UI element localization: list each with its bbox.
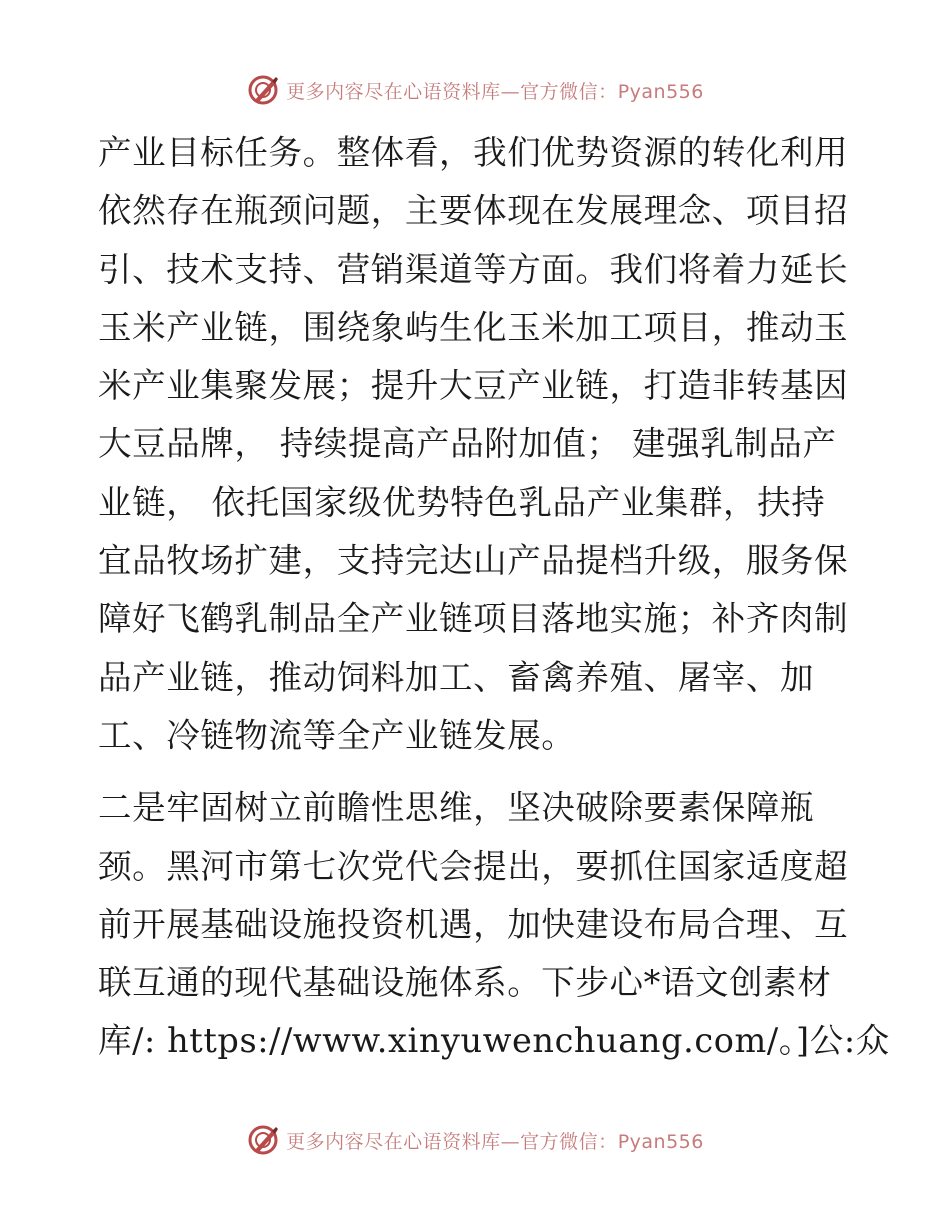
document-body xyxy=(98,124,890,1071)
pen-logo-icon xyxy=(246,73,280,107)
text-line: 大豆品牌， 持续提高产品附加值； 建强乳制品产 xyxy=(98,424,837,464)
paragraph-forward-thinking xyxy=(98,779,890,1070)
footer-watermark xyxy=(0,1120,950,1160)
text-line: 工、冷链物流等全产业链发展。 xyxy=(98,715,576,755)
text-line: 依然存在瓶颈问题，主要体现在发展理念、项目招 xyxy=(98,191,849,231)
text-line: 障好飞鹤乳制品全产业链项目落地实施；补齐肉制 xyxy=(98,599,849,639)
text-line: 品产业链，推动饲料加工、畜禽养殖、屠宰、加 xyxy=(98,657,815,697)
text-line: 米产业集聚发展；提升大豆产业链，打造非转基因 xyxy=(98,366,849,406)
text-line: 联互通的现代基础设施体系。下步心*语文创素材 xyxy=(98,963,832,1003)
text-line: 产业目标任务。整体看，我们优势资源的转化利用 xyxy=(98,133,849,172)
text-line: 二是牢固树立前瞻性思维，坚决破除要素保障瓶 xyxy=(98,788,815,828)
watermark-wechat-id: Pyan556 xyxy=(617,1130,704,1153)
watermark-wechat-id: Pyan556 xyxy=(617,80,704,103)
pen-logo-icon xyxy=(246,1123,280,1157)
text-line: 颈。黑河市第七次党代会提出，要抓住国家适度超 xyxy=(98,846,849,886)
text-line: 宜品牧场扩建，支持完达山产品提档升级，服务保 xyxy=(98,541,849,581)
watermark-separator: — xyxy=(500,80,521,103)
header-watermark xyxy=(0,70,950,110)
watermark-wechat-label: 官方微信： xyxy=(520,80,618,103)
watermark-wechat-label: 官方微信： xyxy=(520,1130,618,1153)
text-line: 引、技术支持、营销渠道等方面。我们将着力延长 xyxy=(98,249,849,289)
text-line: 前开展基础设施投资机遇，加快建设布局合理、互 xyxy=(98,904,849,944)
watermark-separator: — xyxy=(500,1130,521,1153)
paragraph-industry-chain xyxy=(98,124,858,765)
watermark-text xyxy=(286,1127,704,1154)
text-line: 玉米产业链，围绕象屿生化玉米加工项目，推动玉 xyxy=(98,307,849,347)
text-line: 业链， 依托国家级优势特色乳品产业集群，扶持 xyxy=(98,482,826,522)
text-line: 库/: https://www.xinyuwenchuang.com/。]公:众 xyxy=(98,1021,890,1061)
watermark-site: 更多内容尽在心语资料库 xyxy=(286,80,501,103)
watermark-site: 更多内容尽在心语资料库 xyxy=(286,1130,501,1153)
watermark-text xyxy=(286,77,704,104)
